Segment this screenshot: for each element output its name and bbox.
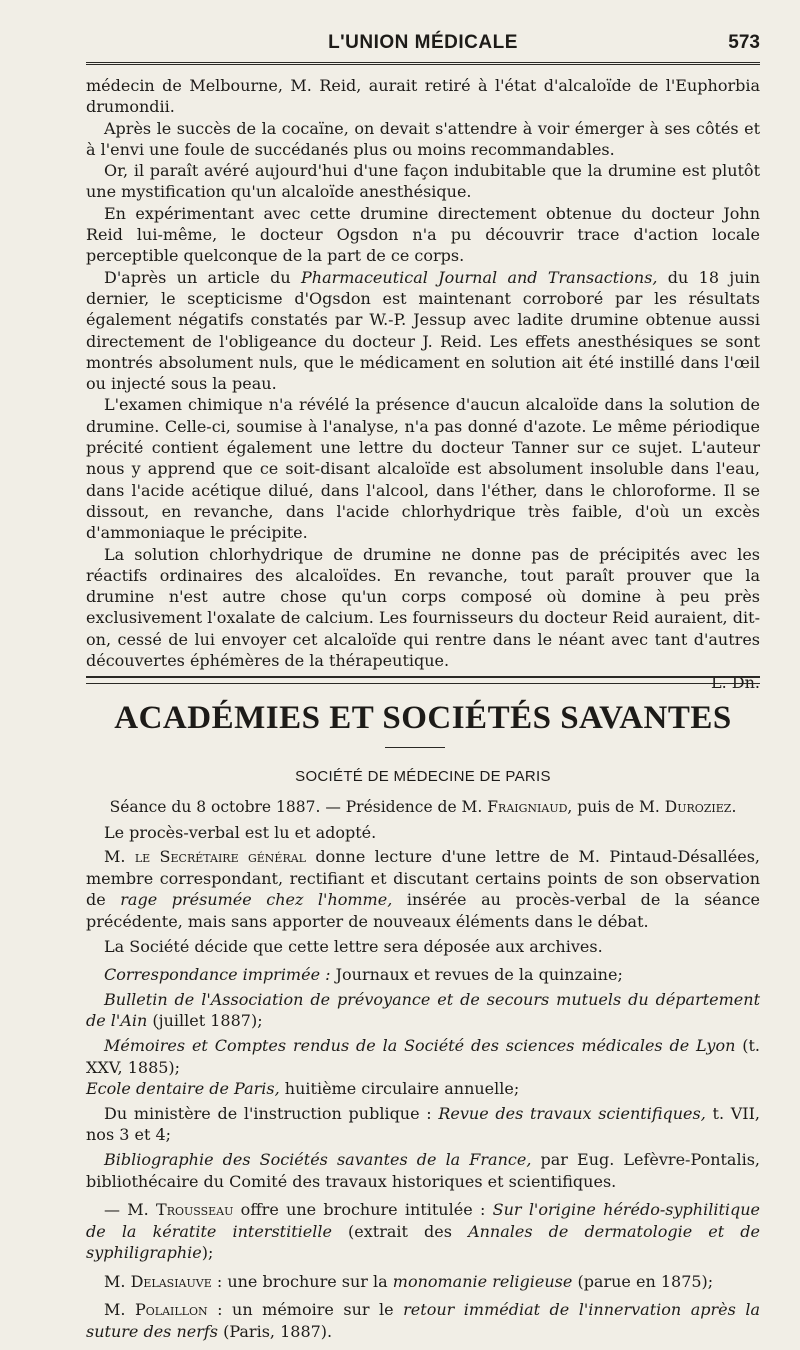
text-run: : un mémoire sur le <box>207 1300 404 1320</box>
text-run: t. VII, nos 3 et 4; <box>86 1103 760 1145</box>
text-run: Séance du 8 octobre 1887. — Présidence de M. <box>109 798 488 816</box>
journal-name: Pharmaceutical Journal and Transactions, <box>301 267 658 287</box>
paragraph <box>86 846 760 932</box>
text-run: (juillet 1887); <box>147 1011 263 1031</box>
paragraph <box>86 1271 760 1293</box>
text-run: , puis de M. <box>567 798 665 816</box>
text-run: offre une brochure intitulée : <box>233 1200 493 1220</box>
text-run: (Paris, 1887). <box>218 1322 333 1342</box>
italic-phrase: rage présumée chez l'homme, <box>120 890 393 910</box>
member-name: Polaillon <box>134 1300 208 1320</box>
paragraph: médecin de Melbourne, M. Reid, aurait retiré à l'état d'alcaloïde de l'Euphorbia drumondii. <box>86 76 760 117</box>
text-run: (extrait des <box>331 1221 469 1241</box>
section-title: ACADÉMIES ET SOCIÉTÉS SAVANTES <box>114 700 732 736</box>
section-divider <box>86 676 760 684</box>
paragraph <box>86 1035 760 1100</box>
text-run: M. <box>104 1300 135 1320</box>
drumine-article <box>86 75 760 694</box>
text-run: ); <box>201 1243 214 1263</box>
italic-label: Correspondance imprimée : <box>104 965 331 985</box>
paragraph: La solution chlorhydrique de drumine ne donne pas de précipités avec les réactifs ordinaires des alcaloïdes. En revanche, tout paraît prouver que la drumine n'est autre chose qu'un corps composé où domine à peu près exclusivement l'oxalate de calcium. Les fournisseurs du docteur Reid auraient, dit-on, cessé de lui envoyer cet alcaloïde qui rentre dans le néant avec tant d'autres découvertes éphémères de la thérapeutique. <box>86 544 760 671</box>
publication-title: Annales de dermatologie et de syphiligraphie <box>86 1221 761 1263</box>
text-run: M. <box>104 1271 131 1291</box>
text-run: du 18 juin dernier, le scepticisme d'Ogsdon est maintenant corroboré par les résultats également négatifs constatés par W.-P. Jessup avec ladite drumine obtenue aussi directement de l'obligeance du docteur J. Reid. Les effets anesthésiques se sont montrés absolument nuls, que le médicament en solution ait été instillé dans l'œil ou injecté sous la peau. <box>86 267 760 394</box>
publication-title: Mémoires et Comptes rendus de la Société des sciences médicales de Lyon <box>104 1035 736 1055</box>
text-run: D'après un article du <box>104 267 301 287</box>
text-run: huitième circulaire annuelle; <box>279 1079 520 1099</box>
publication-title: Ecole dentaire de Paris, <box>86 1079 280 1099</box>
paragraph <box>86 1199 760 1264</box>
publication-title: Bibliographie des Sociétés savantes de la France, <box>104 1149 532 1169</box>
seance-line <box>86 797 760 819</box>
paragraph <box>86 1299 760 1342</box>
paragraph <box>86 267 760 395</box>
society-proceedings <box>86 797 760 1346</box>
text-run: Du ministère de l'instruction publique : <box>104 1103 439 1123</box>
paragraph: Or, il paraît avéré aujourd'hui d'une façon indubitable que la drumine est plutôt une mystification qu'un alcaloïde anesthésique. <box>86 161 760 202</box>
page-number: 573 <box>728 32 760 53</box>
president-name: Fraigniaud <box>487 798 568 816</box>
text-run: Journaux et revues de la quinzaine; <box>330 965 623 985</box>
paragraph: L'examen chimique n'a révélé la présence d'aucun alcaloïde dans la solution de drumine. Celle-ci, soumise à l'analyse, n'a pas donné d'azote. Le même périodique précité contient également une lettre du docteur Tanner sur ce sujet. L'auteur nous y apprend que ce soit-disant alcaloïde est absolument insoluble dans l'eau, dans l'acide acétique dilué, dans l'alcool, dans l'éther, dans le chloroforme. Il se dissout, en revanche, dans l'acide chlorhydrique très faible, d'où un excès d'ammoniaque le précipite. <box>86 395 760 543</box>
author-signature: L. Dn. <box>710 673 760 693</box>
text-run: par Eug. Lefèvre-Pontalis, bibliothécaire du Comité des travaux historiques et scientifiques. <box>86 1149 761 1191</box>
society-name: SOCIÉTÉ DE MÉDECINE DE PARIS <box>295 768 551 785</box>
publication-title: Bulletin de l'Association de prévoyance et de secours mutuels du département de l'Ain <box>86 989 760 1031</box>
paragraph: La Société décide que cette lettre sera déposée aux archives. <box>104 936 603 956</box>
text-run: . <box>731 798 737 816</box>
paragraph: Après le succès de la cocaïne, on devait s'attendre à voir émerger à ses côtés et à l'envi une foule de succédanés plus ou moins recommandables. <box>86 118 760 159</box>
paragraph: En expérimentant avec cette drumine directement obtenue du docteur John Reid lui-même, le docteur Ogsdon n'a pu découvrir trace d'action locale perceptible quelconque de la part de ce corps. <box>86 203 760 266</box>
title-underline <box>385 747 445 748</box>
text-run: M. <box>104 847 135 867</box>
paragraph <box>86 964 760 986</box>
speaker-title: le Secrétaire général <box>134 847 306 867</box>
paragraph <box>86 1149 760 1192</box>
text-run: : une brochure sur la <box>211 1271 393 1291</box>
text-run: insérée au procès-verbal de la séance précédente, mais sans apporter de nouveaux éléments dans le débat. <box>86 890 761 931</box>
paragraph: Le procès-verbal est lu et adopté. <box>104 822 377 842</box>
president-name: Duroziez <box>664 798 732 816</box>
member-name: Trousseau <box>156 1200 234 1220</box>
journal-title: L'UNION MÉDICALE <box>328 32 518 53</box>
member-name: Delasiauve <box>130 1271 212 1291</box>
publication-title: monomanie religieuse <box>392 1271 573 1291</box>
paragraph <box>86 989 760 1032</box>
text-run: (parue en 1875); <box>572 1271 714 1291</box>
paragraph <box>86 1103 760 1146</box>
text-run: donne lecture d'une lettre de M. Pintaud-Désallées, membre correspondant, rectifiant et discutant certains points de son observation de <box>86 847 760 910</box>
running-header <box>86 28 760 65</box>
text-run: (t. XXV, 1885); <box>86 1035 761 1077</box>
publication-title: Sur l'origine hérédo-syphilitique de la kératite interstitielle <box>86 1200 761 1241</box>
publication-title: retour immédiat de l'innervation après la suture des nerfs <box>86 1300 760 1342</box>
text-run: — M. <box>104 1200 157 1220</box>
publication-title: Revue des travaux scientifiques, <box>438 1103 706 1123</box>
